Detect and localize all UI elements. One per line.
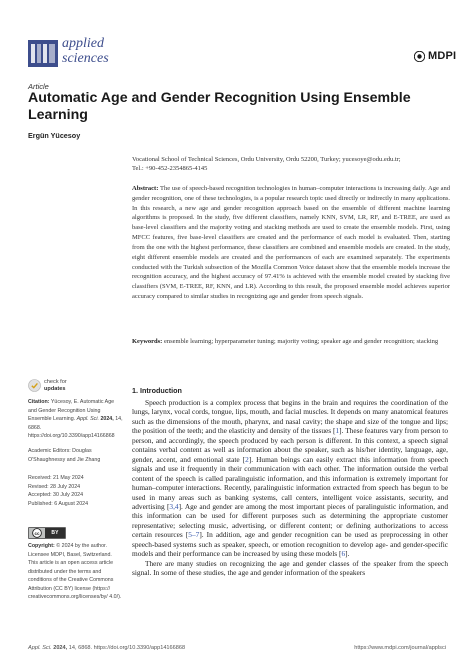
ref-link[interactable]: 5–7	[188, 530, 200, 540]
footer-year: 2024,	[53, 645, 68, 651]
affiliation-phone: Tel.: +90-452-2354865-4145	[132, 165, 208, 172]
copyright	[28, 542, 123, 602]
check-for-updates-badge[interactable]	[28, 379, 67, 392]
section-heading: 1. Introduction	[132, 386, 182, 395]
check-line1: check for	[44, 379, 67, 385]
citation-journal: Appl. Sci.	[76, 416, 99, 422]
ref-link[interactable]: 3,4	[169, 501, 179, 511]
copyright-text: © 2024 by the author. Licensee MDPI, Basel, Switzerland. This article is an open access article distributed under the terms and conditions of the Creative Commons Attribution (CC BY) license (https:// creativecommons.org/licenses/by/ 4.0/).	[28, 543, 122, 600]
footer-doi[interactable]: 14, 6868. https://doi.org/10.3390/app14166868	[68, 645, 186, 651]
footer-journal: Appl. Sci.	[28, 645, 52, 651]
cc-by-label: BY	[45, 528, 65, 538]
keywords-label: Keywords:	[132, 338, 163, 345]
footer-citation	[28, 645, 185, 651]
cc-by-license-badge[interactable]	[28, 527, 66, 539]
keywords-text: ensemble learning; hyperparameter tuning; majority voting; speaker age and gender recognition; stacking	[163, 338, 439, 345]
creative-commons-icon	[32, 528, 42, 538]
citation-doi[interactable]: 14, 6868. https://doi.org/10.3390/app14166868	[28, 416, 123, 439]
p1-text-a: Speech production is a complex process that begins in the brain and requires the coordination of the lungs, larynx, vocal cords, tongue, lips, mouth, and facial muscles. It depends on many anatomical features such as the dimensions of the mouth, pharynx, and nasal cavity; the shape and size of the tongue and lips; the position of the teeth; and the elasticity and density of the tissues [	[132, 398, 448, 436]
mdpi-logo[interactable]	[414, 50, 456, 62]
date-revised: Revised: 28 July 2024	[28, 483, 81, 490]
p1-text-c: ]. Human beings can easily extract this information from speech signals and use it frequently in their communication with each other. The information outside the verbal content of the speech is called paralinguistic information, and this information is extremely important for human–computer interactions. Recently, paralinguistic information extracted from speech has begun to be used in many areas such as banking systems, call centers, intelligent voice assistants, security, and advertising [	[132, 454, 448, 511]
dates	[28, 474, 123, 508]
intro-paragraph-2: There are many studies on recognizing the age and gender classes of the speaker from the speech signal. In some of these studies, the age and gender information of the speakers	[132, 558, 448, 578]
affiliation-line: Vocational School of Technical Sciences, Ordu University, Ordu 52200, Turkey; yucesoye@odu.edu.tr;	[132, 156, 401, 163]
ref-link[interactable]: 2	[245, 454, 249, 464]
journal-name-line1: applied	[62, 36, 104, 51]
citation-label: Citation:	[28, 399, 50, 405]
journal-name	[62, 36, 109, 66]
citation-text: Yücesoy, E. Automatic Age and Gender Recognition Using Ensemble Learning.	[28, 399, 115, 422]
keywords	[132, 337, 450, 347]
journal-name-line2: sciences	[62, 51, 109, 66]
mdpi-mark-icon	[414, 51, 425, 62]
ref-link[interactable]: 6	[341, 549, 346, 559]
p1-text-f: ].	[345, 549, 350, 559]
abstract-label: Abstract:	[132, 185, 159, 192]
p1-text-d: ]. Age and gender are among the most important pieces of paralinguistic information, and this information can be used for different purposes such as determining the appropriate customer representative; selecting music, advertising, or different content; or defining authorizations to access certain resources [	[132, 501, 448, 540]
ref-link[interactable]: 1	[335, 426, 340, 436]
page-footer	[28, 645, 446, 651]
abstract-text: The use of speech-based recognition technologies in human–computer interactions is increasing daily. Age and gender recognition, one of these technologies, is a popular research topic used directly or indirectly in many applications. In this research, a new age and gender recognition approach based on the ensemble of different machine learning algorithms is proposed. In the study, five different classifiers, namely KNN, SVM, LR, RF, and E-TREE, are used as base-level classifiers and the majority voting and stacking methods are used to create the ensemble models. First, using MFCC features, five base-level classifiers are created and the performance of each model is evaluated. Then, starting from the one with the highest performance, these classifiers are combined and ensemble models are created. In the study, eight different ensemble models are created and the performances of each are examined separately. The experiments conducted with the Turkish subsection of the Mozilla Common Voice dataset show that the ensemble models increase the recognition accuracy, and the highest accuracy of 97.41% is achieved with the ensemble model created by stacking five classifiers (SVM, E-TREE, RF, KNN, and LR). According to this result, the proposed ensemble model achieves superior accuracy compared to similar studies in recognizing age and gender from speech signals.	[132, 185, 450, 300]
copyright-label: Copyright:	[28, 543, 55, 549]
footer-url[interactable]: https://www.mdpi.com/journal/applsci	[354, 645, 446, 651]
check-for-updates-icon	[28, 379, 41, 392]
check-line2: updates	[44, 385, 66, 392]
affiliation	[132, 155, 452, 173]
journal-logo-icon	[28, 40, 58, 67]
abstract	[132, 184, 450, 302]
body-text	[132, 398, 448, 578]
p1-text-b: ]. These features vary from person to person, and accordingly, the speech produced by each person is different. In this context, a speech signal contains verbal content as well as information about the speaker, such as his/her identity, language, age, gender, accent, and emotional state [	[132, 426, 448, 464]
intro-paragraph-1	[132, 398, 448, 559]
svg-text:cc: cc	[34, 530, 40, 536]
date-accepted: Accepted: 30 July 2024	[28, 492, 84, 498]
publisher-name: MDPI	[428, 50, 457, 62]
article-type: Article	[28, 82, 49, 91]
date-published: Published: 6 August 2024	[28, 500, 89, 507]
citation	[28, 398, 123, 441]
citation-year: 2024,	[100, 416, 114, 422]
author-name: Ergün Yücesoy	[28, 131, 81, 140]
date-received: Received: 21 May 2024	[28, 475, 84, 481]
article-title: Automatic Age and Gender Recognition Using Ensemble Learning	[28, 90, 411, 123]
academic-editors: Academic Editors: Douglas O'Shaughnessy and Jie Zhang	[28, 448, 101, 463]
p1-text-e: ]. In addition, age and gender recognition can be used as preprocessing in other speech-based systems such as speaker, speech, or emotion recognition to develop age- and gender-specific models and their performance can be increased by using these models [	[132, 530, 448, 559]
